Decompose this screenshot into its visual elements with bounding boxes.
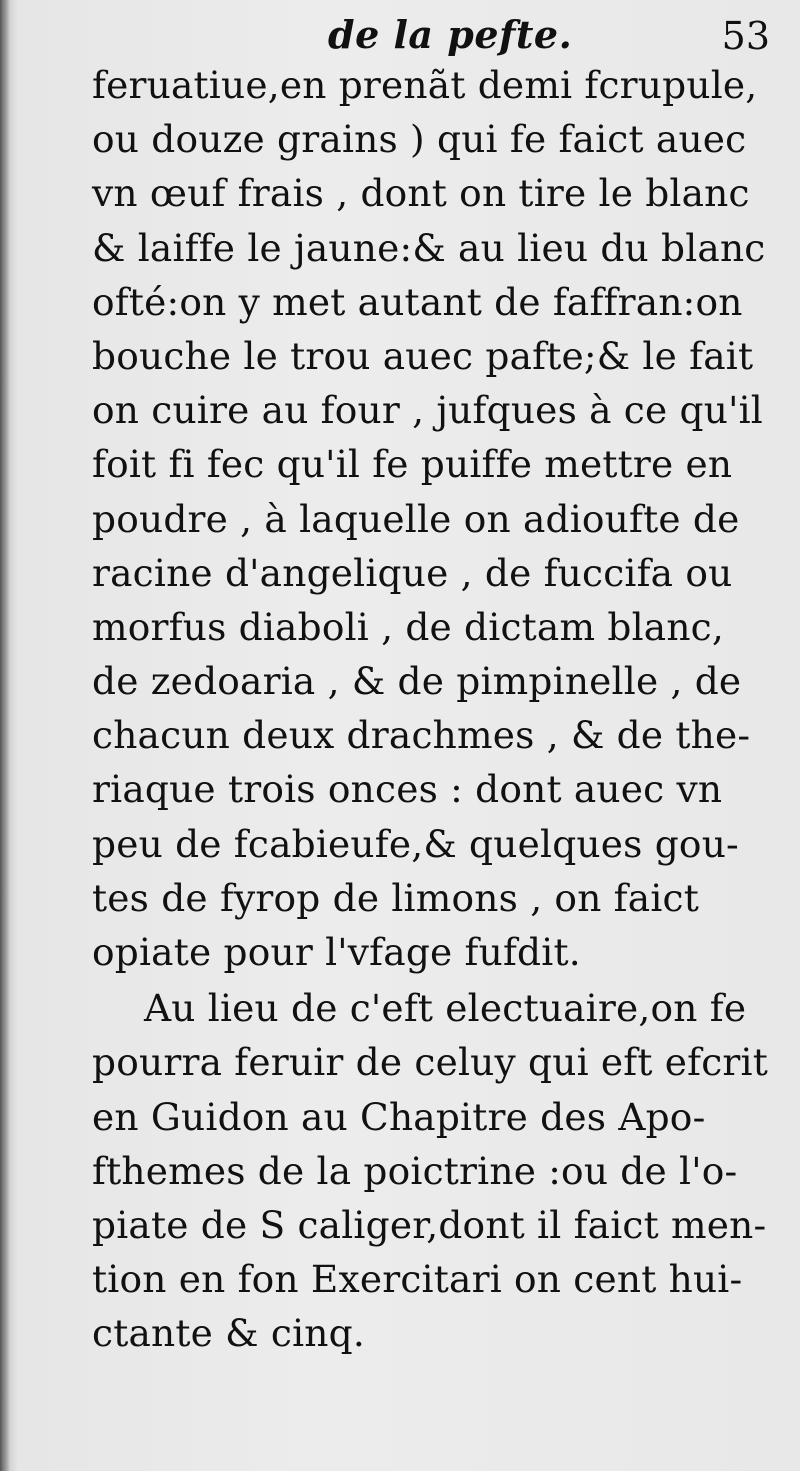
text-line: on cuire au four , jufques à ce qu'il: [92, 388, 763, 433]
text-line: piate de S caliger,dont il faict men-: [92, 1202, 767, 1247]
text-line: ofté:on y met autant de faffran:on: [92, 279, 743, 324]
text-line: tion en fon Exercitari on cent hui-: [92, 1257, 743, 1302]
text-line: en Guidon au Chapitre des Apo-: [92, 1094, 706, 1139]
page-number: 53: [721, 14, 770, 58]
running-head: de la pefte.: [328, 12, 573, 57]
text-line: pourra feruir de celuy qui eft efcrit: [92, 1040, 769, 1085]
text-line: vn œuf frais , dont on tire le blanc: [92, 171, 750, 216]
text-line: opiate pour l'vfage fufdit.: [92, 930, 581, 974]
text-line: ctante & cinq.: [92, 1311, 365, 1356]
paragraph: [92, 981, 772, 1360]
text-line: chacun deux drachmes , & de the-: [92, 713, 751, 758]
text-line: de zedoaria , & de pimpinelle , de: [92, 659, 742, 704]
text-line: foit fi fec qu'il fe puiffe mettre en: [92, 442, 733, 487]
text-line: bouche le trou auec pafte;& le fait: [92, 333, 754, 378]
text-line: tes de fyrop de limons , on faict: [92, 875, 699, 920]
text-line: morfus diaboli , de dictam blanc,: [92, 604, 724, 649]
text-line: fthemes de la poictrine :ou de l'o-: [92, 1148, 738, 1193]
paragraph: [92, 58, 772, 979]
text-line: ou douze grains ) qui fe faict auec: [92, 117, 747, 162]
text-line: poudre , à laquelle on adioufte de: [92, 496, 740, 541]
text-line: racine d'angelique , de fuccifa ou: [92, 550, 733, 595]
text-line: riaque trois onces : dont auec vn: [92, 767, 723, 812]
text-line: peu de fcabieufe,& quelques gou-: [92, 821, 739, 866]
page-header: [0, 10, 800, 60]
body-text: [92, 58, 772, 1361]
text-line: Au lieu de c'eft electuaire,on fe: [144, 986, 747, 1031]
text-line: & laiffe le jaune:& au lieu du blanc: [92, 225, 766, 270]
page-spine-shadow: [0, 0, 10, 1471]
text-line: feruatiue,en prenãt demi fcrupule,: [92, 63, 758, 107]
